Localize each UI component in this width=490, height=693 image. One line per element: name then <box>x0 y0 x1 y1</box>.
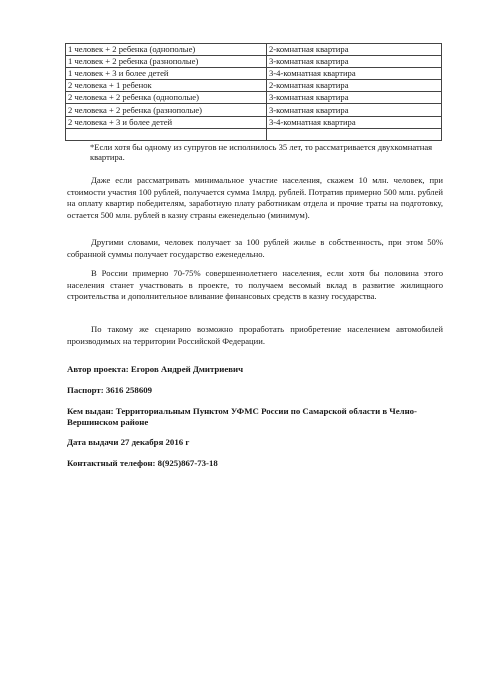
table-cell-family <box>66 128 267 140</box>
table-cell-family: 2 человека + 3 и более детей <box>66 116 267 128</box>
table-cell-apartment: 2-комнатная квартира <box>267 44 442 56</box>
paragraph <box>67 237 443 260</box>
table-row <box>66 104 442 116</box>
paragraph-text: Другими словами, человек получает за 100 рублей жилье в собственность, при этом 50% собранной суммы получает государство еженедельно. <box>67 237 443 259</box>
author-line: Автор проекта: Егоров Андрей Дмитриевич <box>67 364 244 374</box>
issue-date-line: Дата выдачи 27 декабря 2016 г <box>67 437 190 447</box>
table-cell-family: 1 человек + 2 ребенка (разнополые) <box>66 56 267 68</box>
table-cell-family: 2 человека + 2 ребенка (разнополые) <box>66 104 267 116</box>
table-cell-apartment: 2-комнатная квартира <box>267 80 442 92</box>
table-cell-apartment: 3-комнатная квартира <box>267 104 442 116</box>
table-row <box>66 128 442 140</box>
paragraph <box>67 268 443 303</box>
table-cell-family: 2 человека + 2 ребенка (однополые) <box>66 92 267 104</box>
paragraph <box>67 175 443 221</box>
table-cell-apartment: 3-4-комнатная квартира <box>267 116 442 128</box>
paragraph-text: В России примерно 70-75% совершеннолетнего населения, если хотя бы половина этого населения станет участвовать в проекте, то получаем весомый вклад в развитие жилищного строительства и дополнительное вливание финансовых средств в казну государства. <box>67 268 443 302</box>
table-row <box>66 80 442 92</box>
table-row <box>66 44 442 56</box>
table-cell-family: 1 человек + 2 ребенка (однополые) <box>66 44 267 56</box>
issued-by-line: Кем выдан: Территориальным Пунктом УФМС России по Самарской области в Челно-Вершинском районе <box>67 406 417 428</box>
paragraph <box>67 324 443 347</box>
table-row <box>66 92 442 104</box>
passport-line: Паспорт: 3616 258609 <box>67 385 153 395</box>
table-cell-family: 2 человека + 1 ребенок <box>66 80 267 92</box>
housing-table <box>65 43 442 141</box>
table-row <box>66 116 442 128</box>
table-cell-apartment: 3-комнатная квартира <box>267 92 442 104</box>
table-cell-apartment: 3-4-комнатная квартира <box>267 68 442 80</box>
table-row <box>66 68 442 80</box>
paragraph-text: Даже если рассматривать минимальное участие населения, скажем 10 млн. человек, при стоимости участия 100 рублей, получается сумма 1млрд. рублей. Потратив примерно 500 млн. рублей на оплату квартир победителям, заработную плату работникам отдела и прочие траты на подготовку, остается 500 млн. рублей в казну страны еженедельно (минимум). <box>67 175 443 220</box>
table-cell-apartment <box>267 128 442 140</box>
table-cell-family: 1 человек + 3 и более детей <box>66 68 267 80</box>
footnote: *Если хотя бы одному из супругов не исполнилось 35 лет, то рассматривается двухкомнатная квартира. <box>90 142 433 163</box>
paragraph-text: По такому же сценарию возможно проработать приобретение населением автомобилей производимых на территории Российской Федерации. <box>67 324 443 346</box>
table-row <box>66 56 442 68</box>
phone-line: Контактный телефон: 8(925)867-73-18 <box>67 458 218 468</box>
table-cell-apartment: 3-комнатная квартира <box>267 56 442 68</box>
